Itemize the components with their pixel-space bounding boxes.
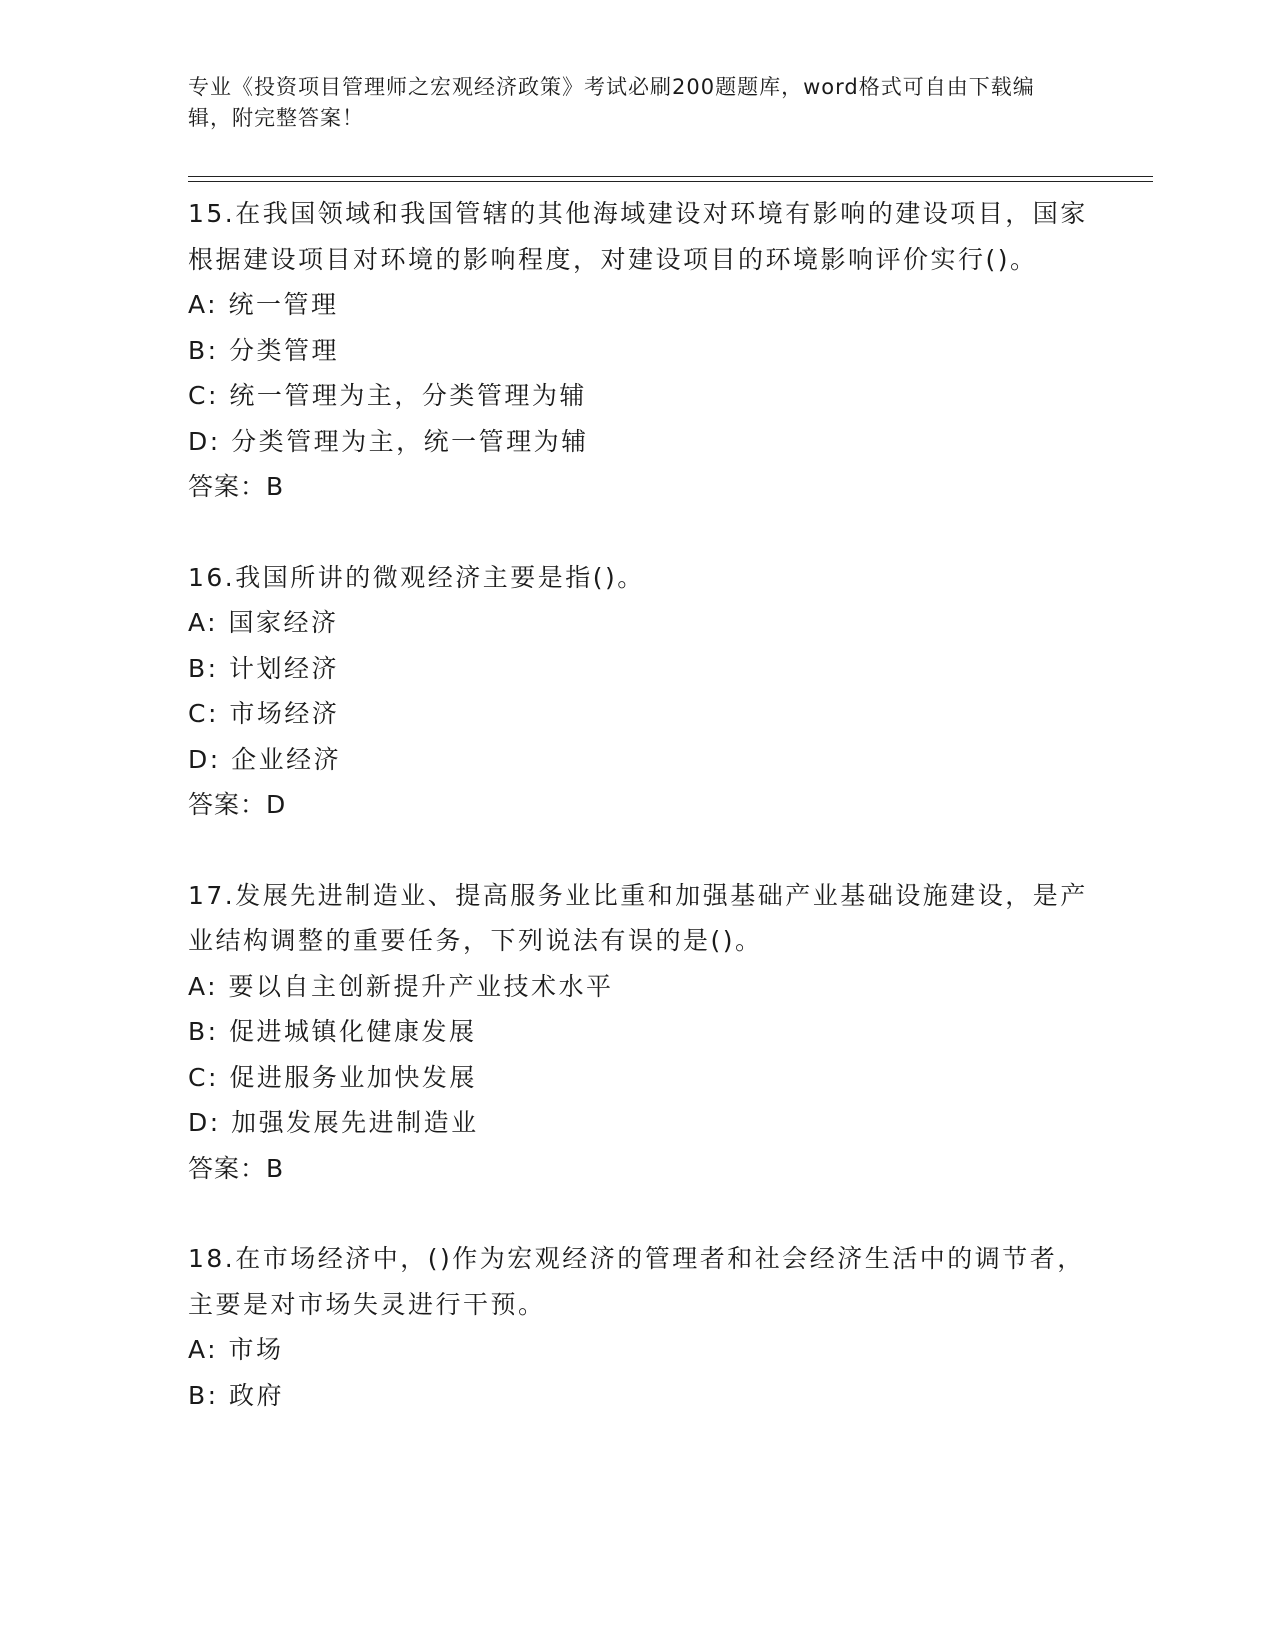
option-c: C: 统一管理为主，分类管理为辅 [188, 381, 587, 410]
answer: 答案：B [188, 1153, 285, 1183]
option-a: A: 市场 [188, 1335, 284, 1364]
question-text: 18.在市场经济中，()作为宏观经济的管理者和社会经济生活中的调节者，主要是对市场失灵进行干预。 [188, 1244, 1085, 1319]
question-text: 17.发展先进制造业、提高服务业比重和加强基础产业基础设施建设，是产业结构调整的重要任务，下列说法有误的是()。 [188, 880, 1088, 955]
option-d: D: 企业经济 [188, 744, 342, 774]
option-d: D: 加强发展先进制造业 [188, 1108, 479, 1137]
option-b: B: 促进城镇化健康发展 [188, 1017, 477, 1046]
question-18 [188, 1236, 1088, 1418]
option-b: B: 政府 [188, 1380, 285, 1410]
page-header: 专业《投资项目管理师之宏观经济政策》考试必刷200题题库，word格式可自由下载编辑，附完整答案！ [188, 75, 1035, 130]
answer: 答案：B [188, 472, 285, 501]
question-text: 15.在我国领域和我国管辖的其他海域建设对环境有影响的建设项目，国家根据建设项目对环境的影响程度，对建设项目的环境影响评价实行()。 [188, 199, 1088, 274]
header-divider-bottom [188, 181, 1153, 182]
option-c: C: 市场经济 [188, 699, 340, 728]
option-a: A: 国家经济 [188, 608, 339, 637]
option-c: C: 促进服务业加快发展 [188, 1062, 477, 1092]
option-b: B: 计划经济 [188, 653, 340, 683]
question-text: 16.我国所讲的微观经济主要是指()。 [188, 562, 645, 592]
option-b: B: 分类管理 [188, 335, 340, 365]
header-divider-top [188, 176, 1153, 177]
question-16 [188, 555, 1088, 828]
question-15 [188, 191, 1088, 510]
option-a: A: 统一管理 [188, 290, 339, 319]
option-d: D: 分类管理为主，统一管理为辅 [188, 426, 589, 456]
question-17 [188, 873, 1088, 1192]
answer: 答案：D [188, 790, 287, 819]
option-a: A: 要以自主创新提升产业技术水平 [188, 971, 614, 1001]
question-list [188, 191, 1088, 1418]
